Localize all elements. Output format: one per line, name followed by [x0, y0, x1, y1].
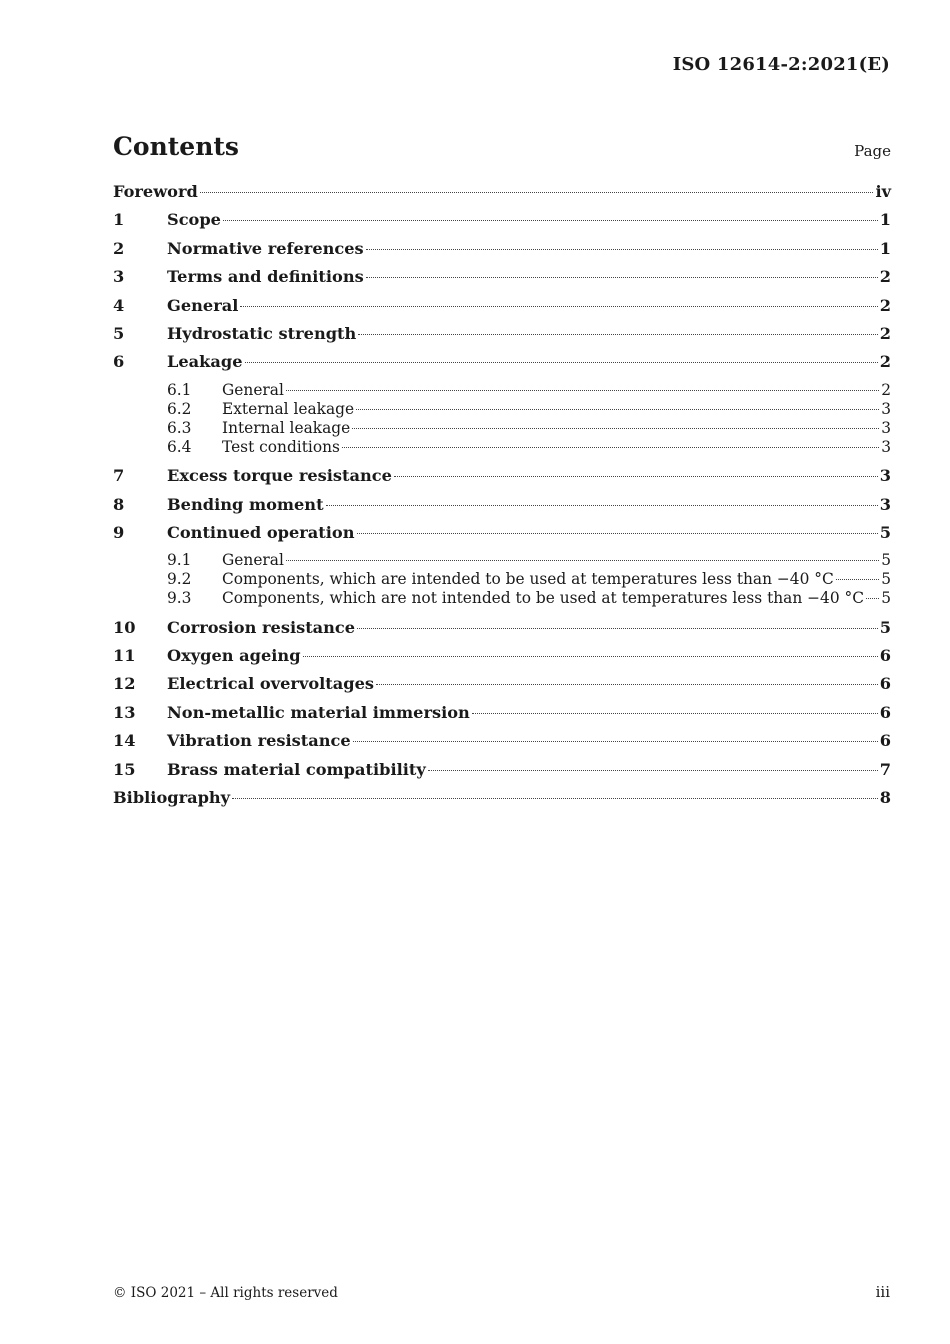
toc-entry[interactable]: [113, 182, 891, 210]
toc-entry[interactable]: [113, 495, 891, 523]
toc-entry-title[interactable]: Scope: [167, 210, 221, 230]
toc-entry[interactable]: [113, 296, 891, 324]
toc-subentry-title[interactable]: External leakage: [222, 399, 355, 418]
toc-entry-page: 2: [879, 323, 891, 343]
toc-entry-title[interactable]: Hydrostatic strength: [167, 323, 357, 343]
toc-entry-title[interactable]: Corrosion resistance: [167, 617, 356, 637]
toc-subentry-title[interactable]: General: [222, 551, 284, 570]
dot-leader: [472, 713, 878, 714]
toc-subentry-page: 3: [881, 438, 891, 457]
toc-subentry-number: 9.2: [167, 570, 192, 589]
dot-leader: [240, 306, 877, 307]
toc-entry[interactable]: [113, 731, 891, 759]
toc-entry-number: 5: [113, 323, 125, 343]
dot-leader: [376, 684, 878, 685]
dot-leader: [353, 741, 878, 742]
toc-subentry[interactable]: [113, 551, 891, 570]
toc-entry-page: 5: [879, 522, 891, 542]
toc-entry-title[interactable]: Electrical overvoltages: [167, 674, 375, 694]
toc-subentry-title[interactable]: Components, which are intended to be used at temperatures less than −40 °C: [222, 570, 834, 589]
toc-entry-page: 2: [879, 267, 891, 287]
toc-entry-number: 6: [113, 352, 125, 372]
toc-entry[interactable]: [113, 324, 891, 352]
toc-entry-page: 5: [879, 617, 891, 637]
toc-entry-number: 9: [113, 522, 125, 542]
toc-subentry[interactable]: [113, 400, 891, 419]
toc-entry-number: 4: [113, 295, 125, 315]
toc-subentry-number: 6.4: [167, 438, 192, 457]
dot-leader: [303, 656, 878, 657]
toc-entry[interactable]: [113, 646, 891, 674]
toc-entry[interactable]: [113, 788, 891, 816]
toc-entry-title[interactable]: Foreword: [113, 182, 198, 201]
toc-entry[interactable]: [113, 618, 891, 646]
toc-subentry[interactable]: [113, 419, 891, 438]
toc-entry-number: 12: [113, 674, 136, 694]
toc-entry-page: 6: [879, 674, 891, 694]
dot-leader: [356, 409, 879, 410]
toc-entry-title[interactable]: Leakage: [167, 352, 243, 372]
toc-subentry-number: 9.3: [167, 589, 192, 608]
toc-entry-title[interactable]: Bibliography: [113, 787, 231, 807]
toc-entry-page: 1: [879, 238, 891, 258]
toc-entry-number: 1: [113, 210, 125, 230]
contents-heading: Contents: [113, 132, 240, 161]
toc-subentry-page: 3: [881, 399, 891, 418]
dot-leader: [366, 277, 878, 278]
toc-entry-title[interactable]: Bending moment: [167, 494, 324, 514]
toc-entry-title[interactable]: Oxygen ageing: [167, 645, 301, 665]
toc-entry-number: 11: [113, 645, 136, 665]
toc-entry-number: 2: [113, 238, 125, 258]
toc-entry[interactable]: [113, 267, 891, 295]
toc-subentry-page: 2: [881, 380, 891, 399]
toc-subentry-number: 9.1: [167, 551, 192, 570]
dot-leader: [357, 628, 878, 629]
toc-entry[interactable]: [113, 674, 891, 702]
page-number: iii: [875, 1283, 890, 1301]
dot-leader: [232, 798, 878, 799]
toc-entry-page: iv: [875, 182, 891, 201]
toc-entry[interactable]: [113, 760, 891, 788]
toc-entry-page: 3: [879, 466, 891, 486]
toc-subentry-title[interactable]: Test conditions: [222, 438, 340, 457]
toc-subentry-number: 6.2: [167, 399, 192, 418]
toc-subentry-title[interactable]: Internal leakage: [222, 418, 351, 437]
toc-entry-number: 7: [113, 466, 125, 486]
contents-heading-row: [113, 132, 891, 166]
toc-entry[interactable]: [113, 523, 891, 551]
toc-entry-page: 2: [879, 295, 891, 315]
dot-leader: [428, 770, 878, 771]
toc-subentry-number: 6.1: [167, 380, 192, 399]
toc-entry-page: 3: [879, 494, 891, 514]
toc-entry-title[interactable]: Brass material compatibility: [167, 759, 426, 779]
toc-subentry-number: 6.3: [167, 418, 192, 437]
dot-leader: [358, 334, 877, 335]
toc-entry-page: 7: [879, 759, 891, 779]
toc-entry-number: 15: [113, 759, 136, 779]
dot-leader: [200, 192, 874, 193]
toc-subentry-page: 5: [881, 589, 891, 608]
dot-leader: [342, 447, 879, 448]
toc-entry-title[interactable]: Excess torque resistance: [167, 466, 392, 486]
toc-entry[interactable]: [113, 210, 891, 238]
toc-subentry-title[interactable]: Components, which are not intended to be used at temperatures less than −40 °C: [222, 589, 865, 608]
dot-leader: [286, 560, 879, 561]
toc-entry-page: 8: [879, 787, 891, 807]
dot-leader: [326, 505, 878, 506]
dot-leader: [286, 390, 879, 391]
toc-entry[interactable]: [113, 352, 891, 380]
dot-leader: [245, 362, 878, 363]
toc-subentry-title[interactable]: General: [222, 380, 284, 399]
toc-subentry-page: 5: [881, 551, 891, 570]
toc-entry-number: 13: [113, 702, 136, 722]
toc-entry-page: 2: [879, 352, 891, 372]
table-of-contents: [113, 182, 891, 816]
toc-entry-title[interactable]: Vibration resistance: [167, 731, 351, 751]
toc-subentry[interactable]: [113, 381, 891, 400]
toc-entry-number: 8: [113, 494, 125, 514]
copyright-notice: © ISO 2021 – All rights reserved: [113, 1285, 338, 1301]
document-identifier: ISO 12614-2:2021(E): [672, 54, 890, 75]
toc-entry[interactable]: [113, 239, 891, 267]
toc-entry[interactable]: [113, 703, 891, 731]
dot-leader: [352, 428, 879, 429]
dot-leader: [366, 249, 878, 250]
toc-entry-page: 6: [879, 702, 891, 722]
toc-subentry[interactable]: [113, 438, 891, 457]
toc-entry-number: 14: [113, 731, 136, 751]
toc-entry-title[interactable]: General: [167, 295, 239, 315]
toc-entry[interactable]: [113, 466, 891, 494]
dot-leader: [836, 579, 879, 580]
toc-entry-title[interactable]: Terms and definitions: [167, 267, 364, 287]
toc-entry-title[interactable]: Non-metallic material immersion: [167, 702, 470, 722]
toc-entry-title[interactable]: Continued operation: [167, 522, 355, 542]
toc-entry-number: 3: [113, 267, 125, 287]
toc-subentry[interactable]: [113, 570, 891, 589]
toc-subentry-page: 3: [881, 418, 891, 437]
toc-entry-page: 1: [879, 210, 891, 230]
toc-entry-page: 6: [879, 731, 891, 751]
dot-leader: [223, 220, 878, 221]
toc-entry-number: 10: [113, 617, 136, 637]
dot-leader: [866, 598, 879, 599]
page-column-label: Page: [854, 142, 891, 160]
toc-entry-page: 6: [879, 645, 891, 665]
dot-leader: [394, 476, 878, 477]
dot-leader: [357, 533, 878, 534]
toc-subentry[interactable]: [113, 589, 891, 608]
toc-subentry-page: 5: [881, 570, 891, 589]
toc-entry-title[interactable]: Normative references: [167, 238, 364, 258]
